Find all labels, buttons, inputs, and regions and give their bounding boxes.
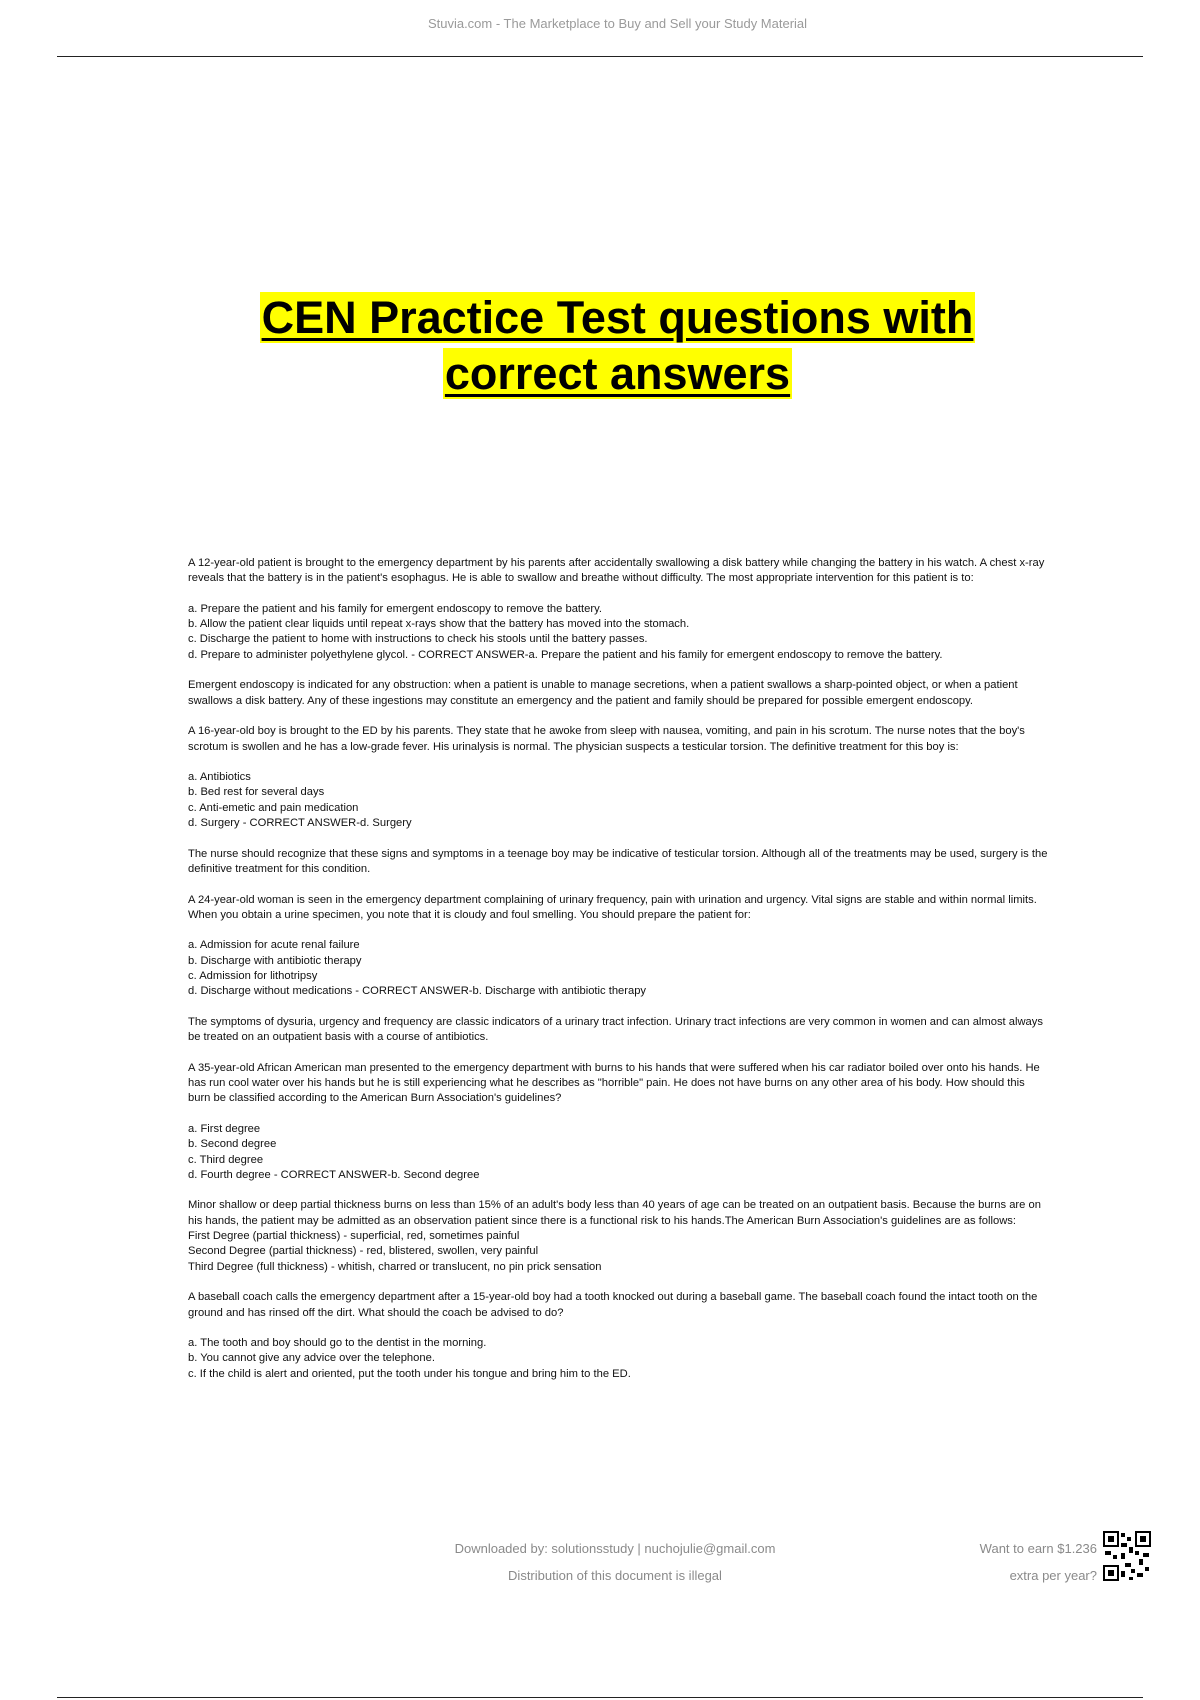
question-2-stem: A 16-year-old boy is brought to the ED by his parents. They state that he awoke from sleep with nausea, vomiting, and pain in his scrotum. The nurse notes that the boy's scrotum is swollen and he has a low-grade fever. His urinalysis is normal. The physician suspects a testicular torsion. The definitive treatment for this boy is: xyxy=(188,725,1025,753)
question-3-options: a. Admission for acute renal failure b. Discharge with antibiotic therapy c. Admission for lithotripsy d. Discharge without medications - CORRECT ANSWER-b. Discharge with antibiotic therapy xyxy=(188,939,647,998)
site-header-text: Stuvia.com - The Marketplace to Buy and Sell your Study Material xyxy=(427,16,808,31)
promo-line-2: extra per year? xyxy=(1009,1568,1097,1583)
question-3-rationale: The symptoms of dysuria, urgency and frequency are classic indicators of a urinary tract infection. Urinary tract infections are very common in women and can almost always be treated on an outpatient basis with a course of antibiotics. xyxy=(188,1015,1043,1044)
qr-code-icon[interactable] xyxy=(1103,1531,1151,1581)
question-1-options: a. Prepare the patient and his family for emergent endoscopy to remove the battery. b. Allow the patient clear liquids until repeat x-rays show that the battery has moved into the stomach. c. Discharge the patient to home with instructions to check his stools until the battery passes. d. Prepare to administer polyethylene glycol. - CORRECT ANSWER-a. Prepare the patient and his family for emergent endoscopy to remove the battery. xyxy=(188,602,943,661)
question-3-stem: A 24-year-old woman is seen in the emergency department complaining of urinary frequency, pain with urination and urgency. Vital signs are stable and within normal limits. When you obtain a urine specimen, you note that it is cloudy and foul smelling. You should prepare the patient for: xyxy=(188,893,1037,921)
downloaded-by-text: Downloaded by: solutionsstudy | nuchojulie@gmail.com xyxy=(454,1541,776,1556)
document-body xyxy=(188,556,1048,1397)
question-4-stem: A 35-year-old African American man presented to the emergency department with burns to his hands that were suffered when his car radiator boiled over onto his hands. He has run cool water over his hands but he is still experiencing what he describes as "horrible" pain. He does not have burns on any other area of his body. How should this burn be classified according to the American Burn Association's guidelines? xyxy=(188,1061,1040,1105)
question-1-rationale: Emergent endoscopy is indicated for any obstruction: when a patient is unable to manage secretions, when a patient swallows a sharp-pointed object, or when a patient swallows a disk battery. Any of these ingestions may constitute an emergency and the patient and family should be prepared for possible emergent endoscopy. xyxy=(188,679,1018,707)
promo-line-1: Want to earn $1.236 xyxy=(979,1541,1097,1556)
title-line-2: correct answers xyxy=(444,348,791,399)
promo-link[interactable] xyxy=(900,1535,1097,1589)
download-footer xyxy=(390,1535,840,1589)
header-divider xyxy=(57,56,1143,57)
question-1-stem: A 12-year-old patient is brought to the emergency department by his parents after accidentally swallowing a disk battery while changing the battery in his watch. A chest x-ray reveals that the battery is in the patient's esophagus. He is able to swallow and breathe without difficulty. The most appropriate intervention for this patient is to: xyxy=(188,557,1045,585)
question-5-stem: A baseball coach calls the emergency department after a 15-year-old boy had a tooth knocked out during a baseball game. The baseball coach found the intact tooth on the ground and has rinsed off the dirt. What should the coach be advised to do? xyxy=(188,1291,1038,1319)
question-4-options: a. First degree b. Second degree c. Third degree d. Fourth degree - CORRECT ANSWER-b. Second degree xyxy=(188,1122,480,1181)
document-title xyxy=(0,290,1200,402)
distribution-notice: Distribution of this document is illegal xyxy=(508,1568,722,1583)
title-line-1: CEN Practice Test questions with xyxy=(261,292,974,343)
question-2-options: a. Antibiotics b. Bed rest for several days c. Anti-emetic and pain medication d. Surgery - CORRECT ANSWER-d. Surgery xyxy=(188,771,412,830)
question-2-rationale: The nurse should recognize that these signs and symptoms in a teenage boy may be indicative of testicular torsion. Although all of the treatments may be used, surgery is the definitive treatment for this condition. xyxy=(188,847,1048,875)
question-5-options: a. The tooth and boy should go to the dentist in the morning. b. You cannot give any advice over the telephone. c. If the child is alert and oriented, put the tooth under his tongue and bring him to the ED. xyxy=(188,1337,631,1380)
question-4-rationale: Minor shallow or deep partial thickness burns on less than 15% of an adult's body less than 40 years of age can be treated on an outpatient basis. Because the burns are on his hands, the patient may be admitted as an observation patient since there is a functional risk to his hands.The American Burn Association's guidelines are as follows: First Degree (partial thickness) - superficial, red, sometimes painful Second Degree (partial thickness) - red, blistered, swollen, very painful Third Degree (full thickness) - whitish, charred or translucent, no pin prick sensation xyxy=(188,1199,1041,1273)
footer-divider xyxy=(57,1697,1143,1698)
